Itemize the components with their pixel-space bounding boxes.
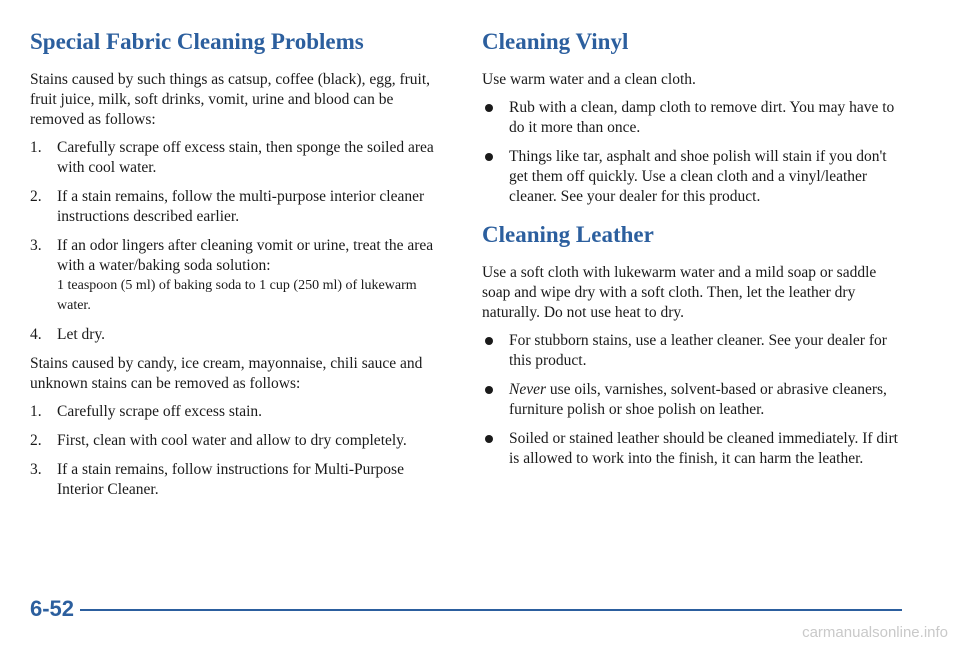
list-item <box>30 138 440 178</box>
list-text: If a stain remains, follow instructions for Multi-Purpose Interior Cleaner. <box>57 461 404 498</box>
page-number: 6-52 <box>30 596 75 621</box>
list-item <box>482 380 902 420</box>
list-text: For stubborn stains, use a leather cleaner. See your dealer for this product. <box>509 332 887 369</box>
numbered-list-2 <box>30 402 440 500</box>
list-item <box>30 236 440 316</box>
list-text: First, clean with cool water and allow to dry completely. <box>57 432 407 449</box>
list-text: Let dry. <box>57 326 106 343</box>
list-item <box>30 431 440 451</box>
vinyl-bullet-list <box>482 98 902 207</box>
bullet-icon <box>485 153 493 161</box>
list-text: Carefully scrape off excess stain. <box>57 403 263 420</box>
list-number: 2. <box>30 432 42 449</box>
section-heading-cleaning-vinyl: Cleaning Vinyl <box>482 29 629 54</box>
list-number: 4. <box>30 326 42 343</box>
watermark: carmanualsonline.info <box>802 624 948 641</box>
list-item <box>30 402 440 422</box>
intro-paragraph-2: Stains caused by candy, ice cream, mayonnaise, chili sauce and unknown stains can be removed as follows: <box>30 355 423 392</box>
numbered-list-1 <box>30 138 440 345</box>
list-item <box>30 325 440 345</box>
bullet-icon <box>485 104 493 112</box>
left-column <box>30 28 440 509</box>
list-text: If an odor lingers after cleaning vomit or urine, treat the area with a water/baking soda solution: <box>57 237 434 274</box>
list-text: Things like tar, asphalt and shoe polish will stain if you don't get them off quickly. Use a clean cloth and a vinyl/leather cleaner. See your dealer for this product. <box>509 148 887 205</box>
leather-intro: Use a soft cloth with lukewarm water and a mild soap or saddle soap and wipe dry with a soft cloth. Then, let the leather dry naturally. Do not use heat to dry. <box>482 264 877 321</box>
vinyl-intro: Use warm water and a clean cloth. <box>482 71 696 88</box>
list-item <box>30 460 440 500</box>
bullet-icon <box>485 337 493 345</box>
list-text: Rub with a clean, damp cloth to remove dirt. You may have to do it more than once. <box>509 99 895 136</box>
solution-ratio-text: 1 teaspoon (5 ml) of baking soda to 1 cup (250 ml) of lukewarm water. <box>57 278 417 313</box>
list-item <box>30 187 440 227</box>
leather-bullet-list <box>482 331 902 469</box>
list-item <box>482 331 902 371</box>
list-text: use oils, varnishes, solvent-based or abrasive cleaners, furniture polish or shoe polish on leather. <box>509 381 887 418</box>
list-item <box>482 429 902 469</box>
list-text: Carefully scrape off excess stain, then sponge the soiled area with cool water. <box>57 139 434 176</box>
list-number: 2. <box>30 188 42 205</box>
section-heading-cleaning-leather: Cleaning Leather <box>482 222 654 247</box>
list-number: 3. <box>30 237 42 254</box>
list-item <box>482 98 902 138</box>
section-heading-special-fabric: Special Fabric Cleaning Problems <box>30 29 364 54</box>
list-number: 1. <box>30 139 42 156</box>
list-number: 3. <box>30 461 42 478</box>
bullet-icon <box>485 435 493 443</box>
list-text: Soiled or stained leather should be cleaned immediately. If dirt is allowed to work into the finish, it can harm the leather. <box>509 430 898 467</box>
list-item <box>482 147 902 207</box>
list-number: 1. <box>30 403 42 420</box>
right-column <box>482 28 902 478</box>
intro-paragraph-1: Stains caused by such things as catsup, coffee (black), egg, fruit, fruit juice, milk, soft drinks, vomit, urine and blood can be removed as follows: <box>30 71 431 128</box>
list-text: If a stain remains, follow the multi-purpose interior cleaner instructions described earlier. <box>57 188 425 225</box>
page-footer <box>30 596 902 622</box>
never-emphasis: Never <box>509 381 547 398</box>
footer-rule <box>80 609 902 611</box>
bullet-icon <box>485 386 493 394</box>
